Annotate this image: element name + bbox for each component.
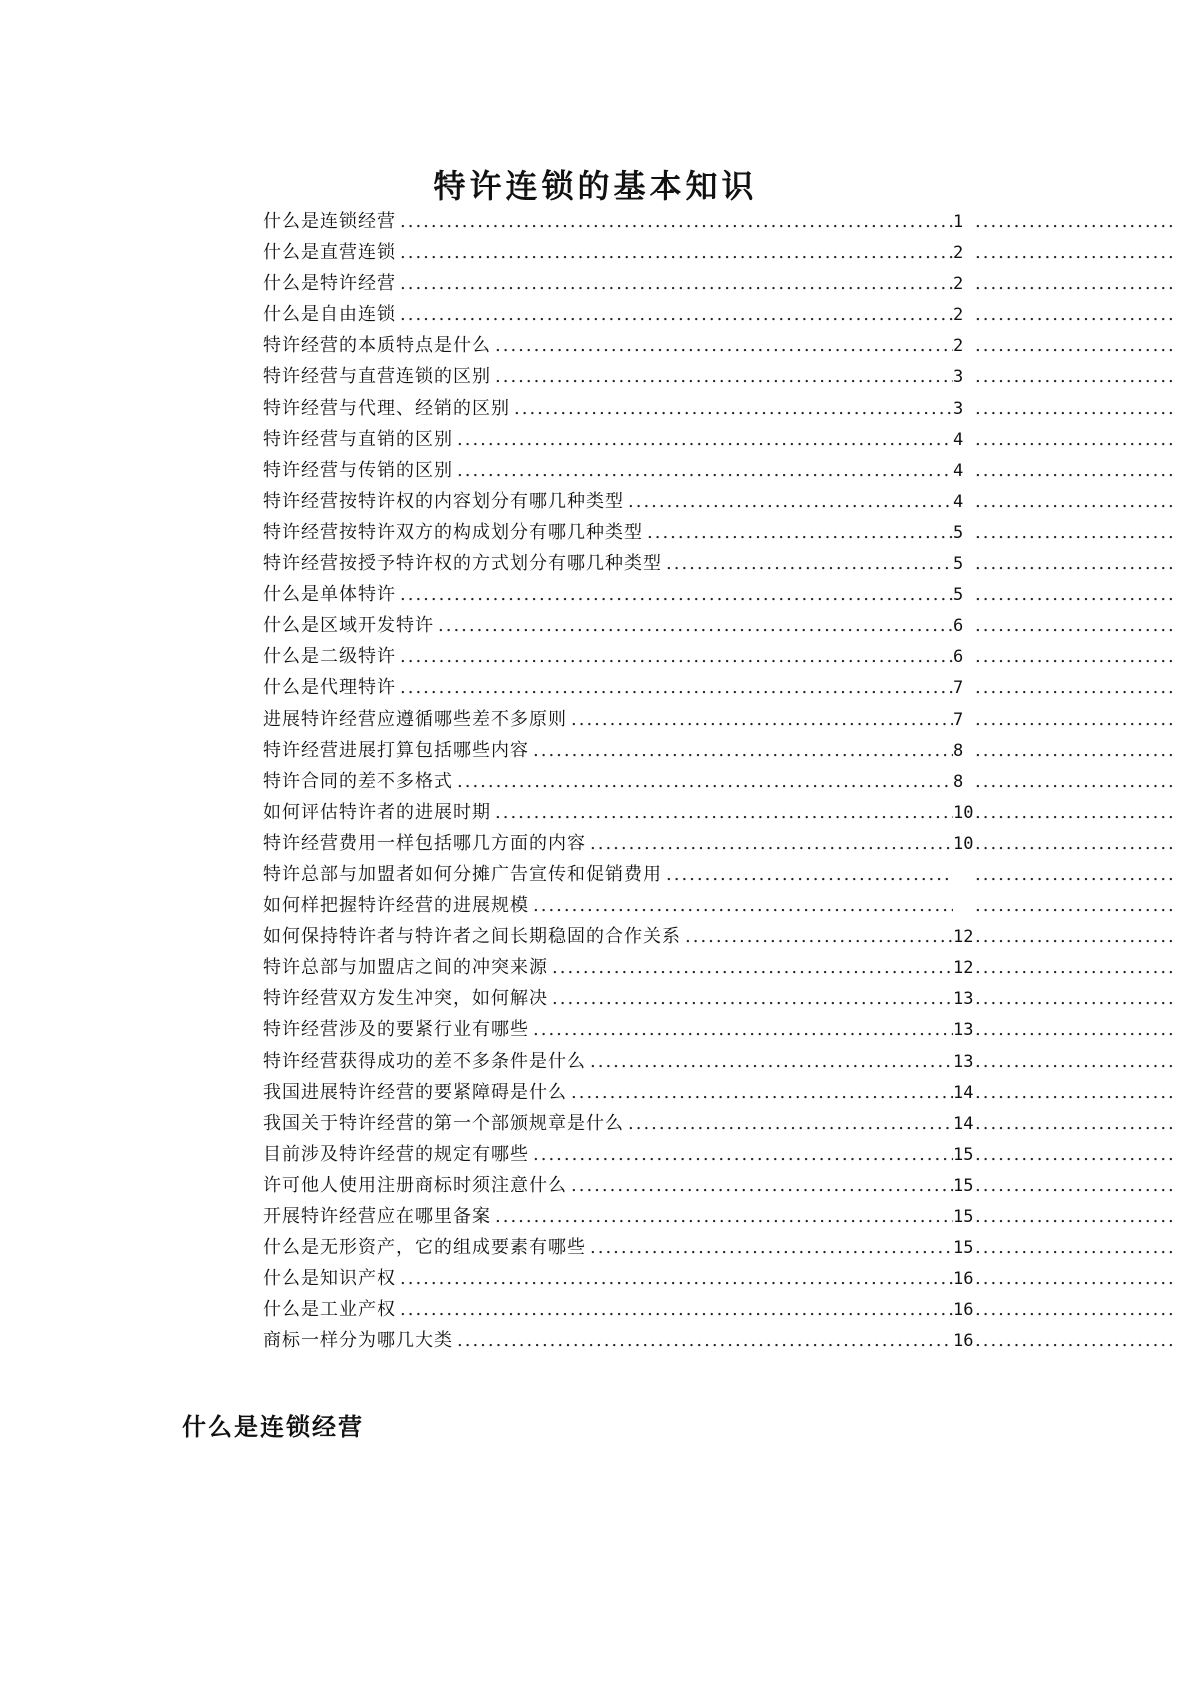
toc-entry[interactable]	[263, 1295, 1175, 1326]
toc-entry[interactable]	[263, 518, 1175, 549]
toc-page-number: 4	[953, 491, 964, 512]
toc-dot-leader	[495, 366, 953, 387]
toc-dot-leader	[400, 1268, 953, 1289]
toc-entry[interactable]	[263, 1140, 1175, 1171]
toc-entry-label: 如何样把握特许经营的进展规模	[263, 895, 529, 917]
toc-dot-leader	[628, 1113, 953, 1134]
toc-entry[interactable]	[263, 736, 1175, 767]
toc-dot-leader	[590, 833, 953, 854]
toc-entry[interactable]	[263, 1233, 1175, 1264]
toc-entry[interactable]	[263, 611, 1175, 642]
toc-dot-leader	[495, 335, 953, 356]
toc-trailing-dots	[975, 491, 1175, 512]
toc-dot-leader	[457, 771, 953, 792]
toc-trailing-dots	[975, 366, 1175, 387]
toc-trailing-dots	[975, 1206, 1175, 1227]
toc-dot-leader	[514, 398, 953, 419]
toc-dot-leader	[571, 1175, 953, 1196]
toc-trailing-dots	[975, 1330, 1175, 1351]
toc-page-number: 8	[953, 771, 964, 792]
toc-page-number: 12	[953, 927, 974, 948]
toc-page-number: 15	[953, 1207, 974, 1227]
toc-dot-leader	[552, 988, 953, 1009]
toc-page-number: 15	[953, 1144, 974, 1165]
toc-page-number: 8	[953, 740, 964, 761]
toc-entry-label: 特许经营与直销的区别	[263, 428, 453, 450]
toc-entry-label: 目前涉及特许经营的规定有哪些	[263, 1143, 529, 1165]
toc-trailing-dots	[975, 1019, 1175, 1040]
toc-page-number: 4	[953, 429, 964, 450]
toc-page-number: 6	[953, 616, 964, 637]
toc-dot-leader	[533, 1019, 953, 1040]
toc-page-number: 15	[953, 1238, 974, 1259]
toc-page-number: 2	[953, 305, 964, 326]
toc-entry-label: 特许经营按特许双方的构成划分有哪几种类型	[263, 521, 643, 543]
toc-entry[interactable]	[263, 580, 1175, 611]
toc-page-number: 3	[953, 367, 964, 388]
toc-page-number: 14	[953, 1113, 974, 1134]
toc-dot-leader	[457, 1330, 953, 1351]
toc-dot-leader	[571, 1082, 953, 1103]
toc-page-number: 7	[953, 678, 964, 699]
toc-page-number: 10	[953, 833, 974, 854]
toc-dot-leader	[400, 211, 953, 232]
toc-trailing-dots	[975, 1113, 1175, 1134]
toc-entry-label: 什么是代理特许	[263, 677, 396, 699]
toc-trailing-dots	[975, 677, 1175, 698]
toc-trailing-dots	[975, 1175, 1175, 1196]
toc-page-number: 2	[953, 336, 964, 357]
toc-entry-label: 特许经营费用一样包括哪几方面的内容	[263, 832, 586, 854]
toc-dot-leader	[495, 1206, 953, 1227]
toc-entry[interactable]	[263, 984, 1175, 1015]
toc-entry[interactable]	[263, 1078, 1175, 1109]
toc-entry[interactable]	[263, 673, 1175, 704]
toc-dot-leader	[685, 926, 953, 947]
toc-dot-leader	[628, 491, 953, 512]
toc-page-number: 2	[953, 274, 964, 295]
toc-dot-leader	[400, 304, 953, 325]
toc-entry[interactable]	[263, 487, 1175, 518]
toc-dot-leader	[438, 615, 953, 636]
toc-entry[interactable]	[263, 1326, 1175, 1357]
toc-entry[interactable]	[263, 549, 1175, 580]
toc-entry[interactable]	[263, 1171, 1175, 1202]
toc-entry[interactable]	[263, 1015, 1175, 1046]
toc-dot-leader	[590, 1051, 953, 1072]
toc-trailing-dots	[975, 771, 1175, 792]
toc-entry-label: 特许经营双方发生冲突，如何解决	[263, 988, 548, 1010]
toc-trailing-dots	[975, 895, 1175, 916]
toc-page-number: 5	[953, 522, 964, 543]
toc-entry[interactable]	[263, 1202, 1175, 1233]
toc-entry-label: 特许经营按授予特许权的方式划分有哪几种类型	[263, 553, 662, 575]
toc-trailing-dots	[975, 864, 1175, 885]
toc-page-number: 1	[953, 212, 964, 232]
toc-entry-label: 如何保持特许者与特许者之间长期稳固的合作关系	[263, 926, 681, 948]
toc-trailing-dots	[975, 553, 1175, 574]
toc-entry-label: 特许经营获得成功的差不多条件是什么	[263, 1050, 586, 1072]
toc-entry-label: 什么是无形资产，它的组成要素有哪些	[263, 1237, 586, 1259]
toc-dot-leader	[666, 553, 953, 574]
toc-entry-label: 特许合同的差不多格式	[263, 770, 453, 792]
toc-page-number: 13	[953, 1051, 974, 1072]
toc-dot-leader	[400, 1299, 953, 1320]
toc-page-number: 2	[953, 243, 964, 264]
toc-page-number: 12	[953, 958, 974, 979]
toc-trailing-dots	[975, 926, 1175, 947]
toc-entry[interactable]	[263, 642, 1175, 673]
toc-trailing-dots	[975, 335, 1175, 356]
toc-trailing-dots	[975, 584, 1175, 605]
toc-page-number: 5	[953, 585, 964, 606]
toc-entry-label: 特许经营与传销的区别	[263, 459, 453, 481]
document-title: 特许连锁的基本知识	[433, 167, 758, 206]
toc-dot-leader	[457, 429, 953, 450]
toc-dot-leader	[400, 646, 953, 667]
toc-entry[interactable]	[263, 238, 1175, 269]
toc-entry[interactable]	[263, 456, 1175, 487]
toc-entry-label: 商标一样分为哪几大类	[263, 1330, 453, 1352]
toc-page-number: 3	[953, 398, 964, 419]
toc-trailing-dots	[975, 242, 1175, 263]
toc-page-number: 13	[953, 989, 974, 1010]
toc-trailing-dots	[975, 429, 1175, 450]
toc-dot-leader	[533, 1144, 953, 1165]
toc-entry[interactable]	[263, 798, 1175, 829]
toc-entry-label: 开展特许经营应在哪里备案	[263, 1206, 491, 1227]
toc-entry-label: 什么是特许经营	[263, 273, 396, 295]
toc-dot-leader	[590, 1237, 953, 1258]
toc-entry-label: 特许经营与代理、经销的区别	[263, 397, 510, 419]
toc-entry-label: 特许经营的本质特点是什么	[263, 335, 491, 357]
toc-trailing-dots	[975, 1144, 1175, 1165]
toc-trailing-dots	[975, 988, 1175, 1009]
toc-entry-label: 特许经营与直营连锁的区别	[263, 366, 491, 388]
toc-trailing-dots	[975, 1237, 1175, 1258]
toc-entry[interactable]	[263, 1264, 1175, 1295]
toc-trailing-dots	[975, 802, 1175, 823]
toc-entry-label: 许可他人使用注册商标时须注意什么	[263, 1174, 567, 1196]
toc-trailing-dots	[975, 211, 1175, 232]
toc-page-number: 14	[953, 1082, 974, 1103]
toc-dot-leader	[495, 802, 953, 823]
toc-entry[interactable]	[263, 425, 1175, 456]
toc-entry-label: 特许经营按特许权的内容划分有哪几种类型	[263, 490, 624, 512]
toc-page-number: 15	[953, 1175, 974, 1196]
toc-entry-label: 特许经营进展打算包括哪些内容	[263, 739, 529, 761]
toc-page-number: 4	[953, 460, 964, 481]
toc-entry[interactable]	[263, 1047, 1175, 1078]
toc-entry-label: 我国关于特许经营的第一个部颁规章是什么	[263, 1112, 624, 1134]
toc-trailing-dots	[975, 522, 1175, 543]
toc-trailing-dots	[975, 957, 1175, 978]
toc-dot-leader	[457, 460, 953, 481]
toc-entry-label: 什么是知识产权	[263, 1268, 396, 1290]
toc-entry-label: 我国进展特许经营的要紧障碍是什么	[263, 1081, 567, 1103]
toc-entry[interactable]	[263, 829, 1175, 860]
toc-trailing-dots	[975, 1082, 1175, 1103]
toc-entry-label: 什么是工业产权	[263, 1299, 396, 1321]
toc-entry-label: 特许总部与加盟者如何分摊广告宣传和促销费用	[263, 863, 662, 885]
toc-entry[interactable]	[263, 394, 1175, 425]
toc-entry-label: 什么是单体特许	[263, 584, 396, 606]
toc-page-number: 5	[953, 554, 964, 575]
toc-page-number: 16	[953, 1269, 974, 1290]
toc-entry-label: 什么是连锁经营	[263, 211, 396, 232]
toc-entry-label: 什么是二级特许	[263, 646, 396, 668]
toc-dot-leader	[552, 957, 953, 978]
toc-page-number: 16	[953, 1331, 974, 1352]
toc-entry[interactable]	[263, 922, 1175, 953]
toc-dot-leader	[400, 584, 953, 605]
toc-dot-leader	[400, 242, 953, 263]
toc-entry[interactable]	[263, 331, 1175, 362]
toc-trailing-dots	[975, 1299, 1175, 1320]
toc-dot-leader	[533, 740, 953, 761]
toc-trailing-dots	[975, 646, 1175, 667]
toc-trailing-dots	[975, 1051, 1175, 1072]
toc-page-number: 16	[953, 1300, 974, 1321]
toc-dot-leader	[666, 864, 953, 885]
toc-entry-label: 如何评估特许者的进展时期	[263, 801, 491, 823]
toc-entry-label: 什么是区域开发特许	[263, 615, 434, 637]
toc-page-number: 6	[953, 647, 964, 668]
toc-entry[interactable]	[263, 1109, 1175, 1140]
toc-entry-label: 什么是直营连锁	[263, 242, 396, 264]
toc-entry[interactable]	[263, 767, 1175, 798]
toc-dot-leader	[647, 522, 953, 543]
toc-trailing-dots	[975, 709, 1175, 730]
toc-entry-label: 特许经营涉及的要紧行业有哪些	[263, 1019, 529, 1041]
toc-dot-leader	[400, 273, 953, 294]
toc-dot-leader	[533, 895, 953, 916]
toc-trailing-dots	[975, 273, 1175, 294]
toc-entry[interactable]	[263, 705, 1175, 736]
toc-trailing-dots	[975, 398, 1175, 419]
toc-entry[interactable]	[263, 891, 1175, 922]
toc-trailing-dots	[975, 460, 1175, 481]
toc-trailing-dots	[975, 1268, 1175, 1289]
toc-page-number: 13	[953, 1020, 974, 1041]
toc-trailing-dots	[975, 304, 1175, 325]
toc-entry[interactable]	[263, 860, 1175, 891]
toc-trailing-dots	[975, 833, 1175, 854]
toc-entry[interactable]	[263, 207, 1175, 238]
toc-page-number: 7	[953, 709, 964, 730]
toc-entry-label: 进展特许经营应遵循哪些差不多原则	[263, 708, 567, 730]
toc-trailing-dots	[975, 615, 1175, 636]
toc-entry[interactable]	[263, 300, 1175, 331]
toc-trailing-dots	[975, 740, 1175, 761]
toc-dot-leader	[571, 709, 953, 730]
toc-dot-leader	[400, 677, 953, 698]
toc-entry[interactable]	[263, 953, 1175, 984]
toc-entry-label: 特许总部与加盟店之间的冲突来源	[263, 957, 548, 979]
toc-entry[interactable]	[263, 269, 1175, 300]
toc-entry[interactable]	[263, 362, 1175, 393]
section-heading: 什么是连锁经营	[182, 1411, 364, 1441]
toc-page-number: 10	[953, 802, 974, 823]
table-of-contents	[263, 207, 1175, 1357]
toc-entry-label: 什么是自由连锁	[263, 304, 396, 326]
